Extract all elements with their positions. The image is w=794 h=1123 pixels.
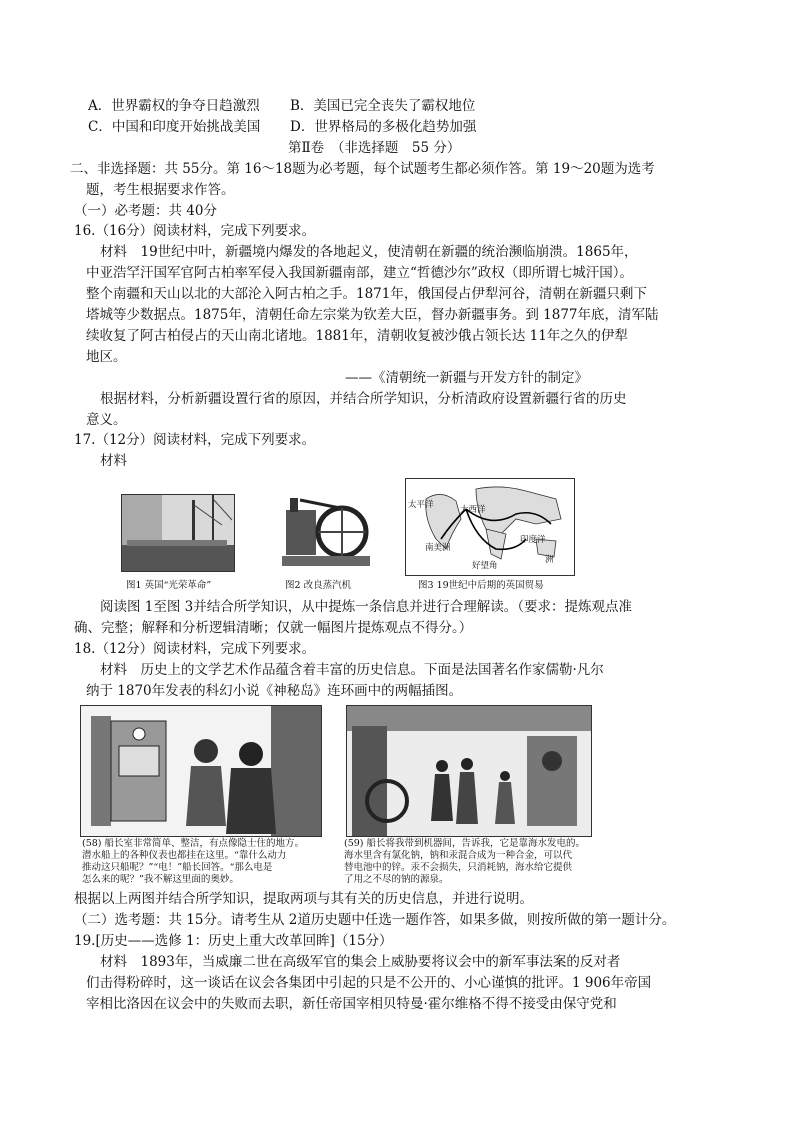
caption-right-line: 了用之不尽的钠的源泉。 — [344, 874, 449, 885]
caption-left-line: 怎么来的呢？”我不解这里面的奥妙。 — [82, 874, 239, 885]
q16-material-line: 地区。 — [86, 349, 127, 365]
map-label-cape: 好望角 — [472, 561, 498, 571]
part2-heading-line1: 二、非选择题：共 55分。第 16～18题为必考题，每个试题考生都必须作答。第 19～20题为选考 — [70, 161, 655, 177]
q16-stem: 16.（16分）阅读材料，完成下列要求。 — [74, 223, 316, 239]
section1-heading: （一）必考题：共 40分 — [74, 203, 217, 219]
caption-right-line: 海水里含有氯化钠，钠和汞混合成为一种合金，可以代 — [344, 850, 573, 861]
map-label-atlantic: 大西洋 — [460, 505, 486, 515]
q17-material-label: 材料 — [100, 453, 127, 469]
option-c: C．中国和印度开始挑战美国 — [88, 119, 261, 135]
caption-right-line: 替电池中的锌。汞不会损失，只消耗钠，海水给它提供 — [344, 862, 573, 873]
fig1-caption: 图1 英国“光荣革命” — [126, 580, 212, 591]
map-label-pacific: 太平洋 — [408, 500, 434, 510]
q18-question: 根据以上两图并结合所学知识，提取两项与其有关的历史信息，并进行说明。 — [74, 891, 533, 907]
option-a: A．世界霸权的争夺日趋激烈 — [88, 98, 260, 114]
part2-title: 第Ⅱ卷 （非选择题 55 分） — [288, 140, 461, 156]
map-label-continent: 洲 — [545, 555, 554, 565]
illustration-captain-cabin-image — [80, 705, 322, 837]
fig1-glorious-revolution-image — [121, 494, 235, 572]
q19-line: 材料 1893年，当威廉二世在高级军官的集会上威胁要将议会中的新军事法案的反对者 — [100, 954, 621, 970]
q19-stem: 19.[历史——选修 1：历史上重大改革回眸]（15分） — [74, 933, 393, 949]
q16-question-line1: 根据材料，分析新疆设置行省的原因，并结合所学知识，分析清政府设置新疆行省的历史 — [100, 391, 627, 407]
q16-material-line: 塔城等少数据点。1875年，清朝任命左宗棠为钦差大臣，督办新疆事务。到 1877年底，清军陆 — [86, 307, 659, 323]
caption-left-line: (58) 船长室非常简单、整洁，有点像隐士住的地方。 — [82, 838, 305, 849]
caption-left-line: 潜水船上的各种仪表也都挂在这里。“靠什么动力 — [82, 850, 287, 861]
q16-material-line: 续收复了阿古柏侵占的天山南北诸地。1881年，清朝收复被沙俄占领长达 11年之久的伊犁 — [86, 328, 628, 344]
illustration-engine-room-image — [346, 705, 592, 837]
section2-heading: （二）选考题：共 15分。请考生从 2道历史题中任选一题作答，如果多做，则按所做的第一题计分。 — [74, 912, 676, 928]
q17-question-line2: 确、完整；解释和分析逻辑清晰；仅就一幅图片提炼观点不得分。） — [74, 620, 473, 636]
q16-material-line: 中亚浩罕汗国军官阿古柏率军侵入我国新疆南部，建立“哲德沙尔”政权（即所谓七城汗国）。 — [86, 265, 634, 281]
q19-line: 们击得粉碎时，这一谈话在议会各集团中引起的只是不公开的、小心谨慎的批评。1 906年帝国 — [86, 975, 652, 991]
caption-right-line: (59) 船长将我带到机器间，告诉我，它是靠海水发电的。 — [344, 838, 586, 849]
q18-material-line1: 材料 历史上的文学艺术作品蕴含着丰富的历史信息。下面是法国著名作家儒勒·凡尔 — [100, 662, 604, 678]
option-b: B．美国已完全丧失了霸权地位 — [290, 98, 476, 114]
q18-stem: 18.（12分）阅读材料，完成下列要求。 — [74, 641, 316, 657]
map-label-south-america: 南美洲 — [425, 543, 451, 553]
q19-line: 宰相比洛因在议会中的失败而去职，新任帝国宰相贝特曼·霍尔维格不得不接受由保守党和 — [86, 996, 617, 1012]
fig2-steam-engine-image — [280, 490, 372, 570]
q16-question-line2: 意义。 — [86, 412, 127, 428]
q17-question-line1: 阅读图 1至图 3并结合所学知识，从中提炼一条信息并进行合理解读。（要求：提炼观点准 — [100, 599, 633, 615]
fig2-caption: 图2 改良蒸汽机 — [285, 580, 352, 591]
option-d: D．世界格局的多极化趋势加强 — [290, 119, 477, 135]
q16-material-line: 整个南疆和天山以北的大部沦入阿古柏之手。1871年，俄国侵占伊犁河谷，清朝在新疆只剩下 — [86, 286, 647, 302]
q16-source: ——《清朝统一新疆与开发方针的制定》 — [345, 370, 588, 386]
q16-material-line: 材料 19世纪中叶，新疆境内爆发的各地起义，使清朝在新疆的统治濒临崩溃。1865年， — [100, 244, 638, 260]
fig3-caption: 图3 19世纪中后期的英国贸易 — [418, 580, 544, 591]
q18-material-line2: 纳于 1870年发表的科幻小说《神秘岛》连环画中的两幅插图。 — [86, 683, 463, 699]
part2-heading-line2: 题，考生根据要求作答。 — [86, 182, 235, 198]
map-label-indian: 印度洋 — [520, 535, 546, 545]
q17-stem: 17.（12分）阅读材料，完成下列要求。 — [74, 432, 316, 448]
caption-left-line: 推动这只船呢？”“电！”船长回答。“那么电是 — [82, 862, 273, 873]
